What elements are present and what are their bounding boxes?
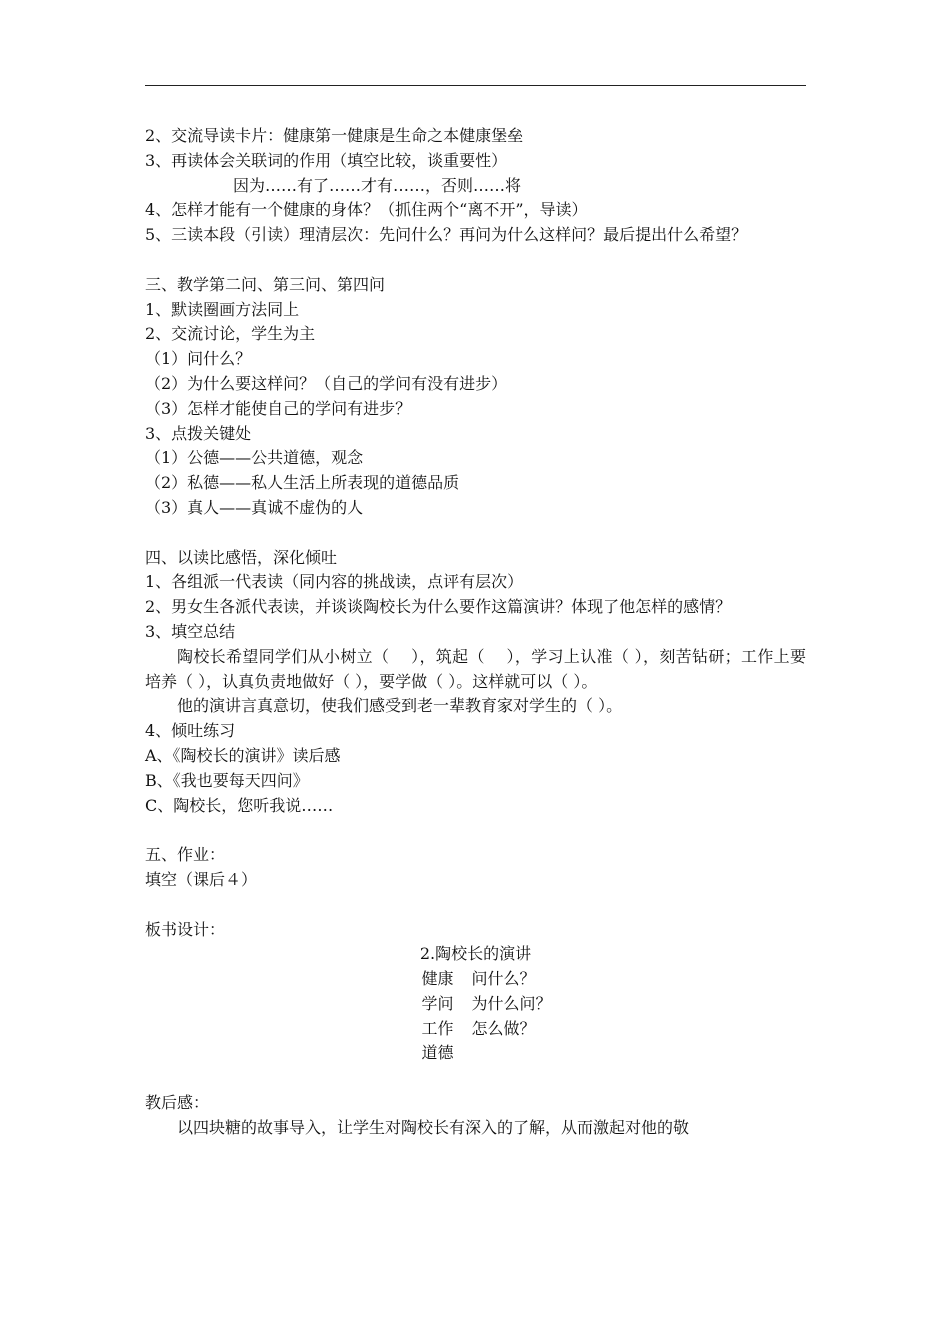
list-item: （2）私德——私人生活上所表现的道德品质 — [145, 473, 460, 493]
list-item: A、《陶校长的演讲》读后感 — [145, 745, 341, 765]
section2-list — [145, 124, 806, 248]
list-item: 3、点拨关键处 — [145, 423, 252, 443]
section-heading: 教后感： — [145, 1093, 210, 1113]
section4 — [145, 546, 806, 819]
board-left-cell: 道德 — [421, 1043, 454, 1063]
list-item: C、陶校长，您听我说…… — [145, 795, 334, 815]
board-row — [145, 1041, 806, 1066]
section-heading: 三、教学第二问、第三问、第四问 — [145, 274, 386, 294]
document-body — [145, 124, 806, 1141]
list-item: 4、倾吐练习 — [145, 721, 236, 741]
list-item: 1、各组派一代表读（同内容的挑战读，点评有层次） — [145, 572, 524, 592]
board-design — [145, 918, 806, 1067]
list-item: 2、交流导读卡片：健康第一健康是生命之本健康堡垒 — [145, 126, 524, 145]
list-item: 1、默读圈画方法同上 — [145, 299, 300, 319]
list-item: 因为……有了……才有……，否则……将 — [233, 175, 522, 195]
list-item: （1）公德——公共道德，观念 — [145, 448, 364, 468]
list-item: 3、填空总结 — [145, 621, 236, 641]
board-right-cell: 问什么？ — [471, 969, 536, 989]
board-layout — [145, 942, 806, 1066]
section3 — [145, 273, 806, 521]
board-left-cell: 学问 — [421, 993, 454, 1013]
reflection-text: 以四块糖的故事导入，让学生对陶校长有深入的了解，从而激起对他的敬 — [177, 1117, 690, 1137]
section-heading: 五、作业： — [145, 845, 226, 865]
section-heading: 板书设计： — [145, 919, 226, 939]
list-item: （3）真人——真诚不虚伪的人 — [145, 497, 364, 517]
board-right-cell: 怎么做？ — [471, 1018, 536, 1038]
section5 — [145, 843, 806, 893]
reflection — [145, 1091, 806, 1141]
board-left-cell: 工作 — [421, 1018, 454, 1038]
header-rule — [145, 85, 806, 86]
list-item: 5、三读本段（引读）理清层次：先问什么？再问为什么这样问？最后提出什么希望？ — [145, 225, 748, 245]
fill-in-paragraph: 他的演讲言真意切，使我们感受到老一辈教育家对学生的（ ）。 — [177, 696, 623, 716]
board-right-cell: 为什么问？ — [471, 993, 552, 1013]
board-row — [145, 992, 806, 1017]
board-left-cell: 健康 — [421, 969, 454, 989]
list-item: 2、交流讨论，学生为主 — [145, 324, 316, 344]
list-item: B、《我也要每天四问》 — [145, 770, 309, 790]
list-item: 3、再读体会关联词的作用（填空比较，谈重要性） — [145, 150, 508, 170]
board-row — [145, 967, 806, 992]
list-item: 填空（课后４） — [145, 869, 258, 889]
list-item: （2）为什么要这样问？（自己的学问有没有进步） — [145, 373, 508, 393]
section-heading: 四、以读比感悟，深化倾吐 — [145, 547, 338, 567]
list-item: （3）怎样才能使自己的学问有进步？ — [145, 398, 412, 418]
list-item: （1）问什么？ — [145, 349, 252, 369]
board-right-cell — [472, 1041, 562, 1066]
board-row — [145, 1017, 806, 1042]
fill-in-paragraph: 陶校长希望同学们从小树立（ ），筑起（ ），学习上认准（ ），刻苦钻研；工作上要培养（ ），认真负责地做好（ ），要学做（ ）。这样就可以（ ）。 — [145, 646, 806, 691]
list-item: 2、男女生各派代表读，并谈谈陶校长为什么要作这篇演讲？体现了他怎样的感情？ — [145, 597, 732, 617]
list-item: 4、怎样才能有一个健康的身体？（抓住两个“离不开”，导读） — [145, 200, 588, 220]
board-title: 2.陶校长的演讲 — [419, 944, 532, 964]
